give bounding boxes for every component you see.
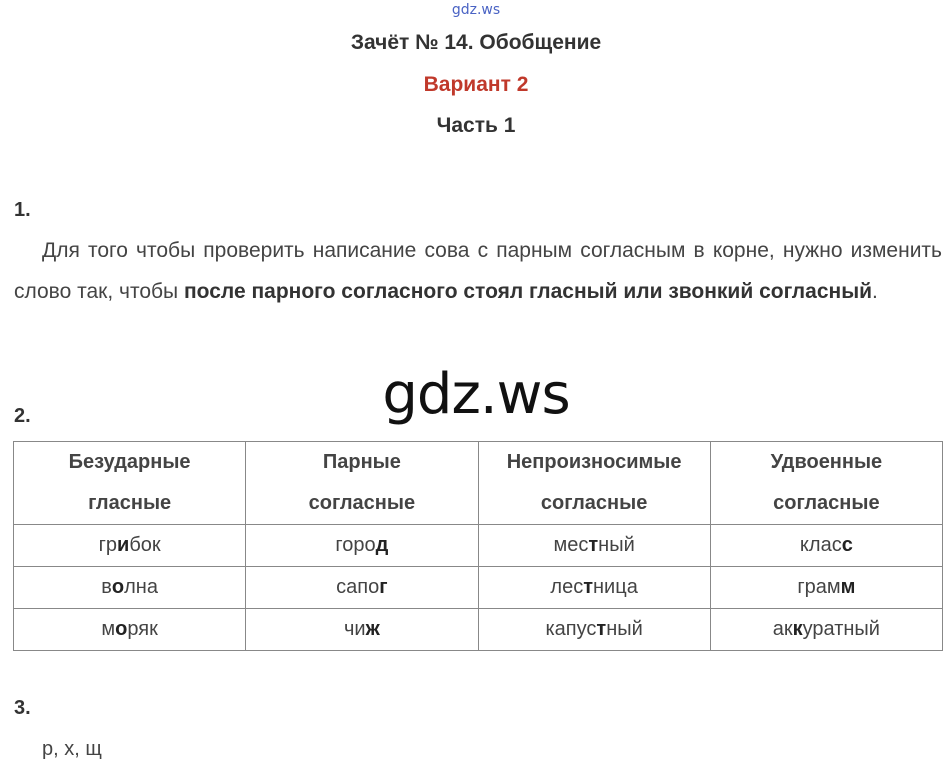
task-1-text-bold: после парного согласного стоял гласный или звонкий согласный: [183, 280, 873, 303]
task-1-number: 1.: [14, 199, 31, 221]
table-cell: волна: [14, 567, 246, 609]
table-cell: грамм: [710, 567, 942, 609]
task-1-text-end: .: [872, 280, 878, 303]
table-cell: лестница: [478, 567, 710, 609]
table-cell: класс: [710, 525, 942, 567]
column-header: Непроизносимые согласные: [478, 442, 710, 525]
watermark-top: gdz.ws: [451, 2, 501, 18]
table-cell: капустный: [478, 609, 710, 651]
spelling-table: [13, 441, 943, 651]
task-3-number: 3.: [14, 697, 31, 719]
table-cell: грибок: [14, 525, 246, 567]
table-header-row: [14, 442, 943, 525]
table-cell: местный: [478, 525, 710, 567]
watermark-center: gdz.ws: [382, 362, 570, 427]
task-3-answer: р, х, щ: [42, 738, 102, 760]
variant-heading: Вариант 2: [423, 73, 529, 96]
table-cell: моряк: [14, 609, 246, 651]
column-header: Безударные гласные: [14, 442, 246, 525]
table-row: [14, 525, 943, 567]
table-cell: город: [246, 525, 478, 567]
column-header: Парные согласные: [246, 442, 478, 525]
task-1-text: [14, 230, 942, 312]
table-row: [14, 609, 943, 651]
task-2-number: 2.: [14, 405, 31, 427]
page-title: Зачёт № 14. Обобщение: [350, 31, 602, 54]
table-cell: сапог: [246, 567, 478, 609]
task-1-text-plain: Для того чтобы проверить написание сова с парным согласным в корне, нужно изменить слово так, чтобы: [14, 239, 942, 303]
table-cell: аккуратный: [710, 609, 942, 651]
table-cell: чиж: [246, 609, 478, 651]
table-row: [14, 567, 943, 609]
column-header: Удвоенные согласные: [710, 442, 942, 525]
part-heading: Часть 1: [436, 114, 516, 137]
